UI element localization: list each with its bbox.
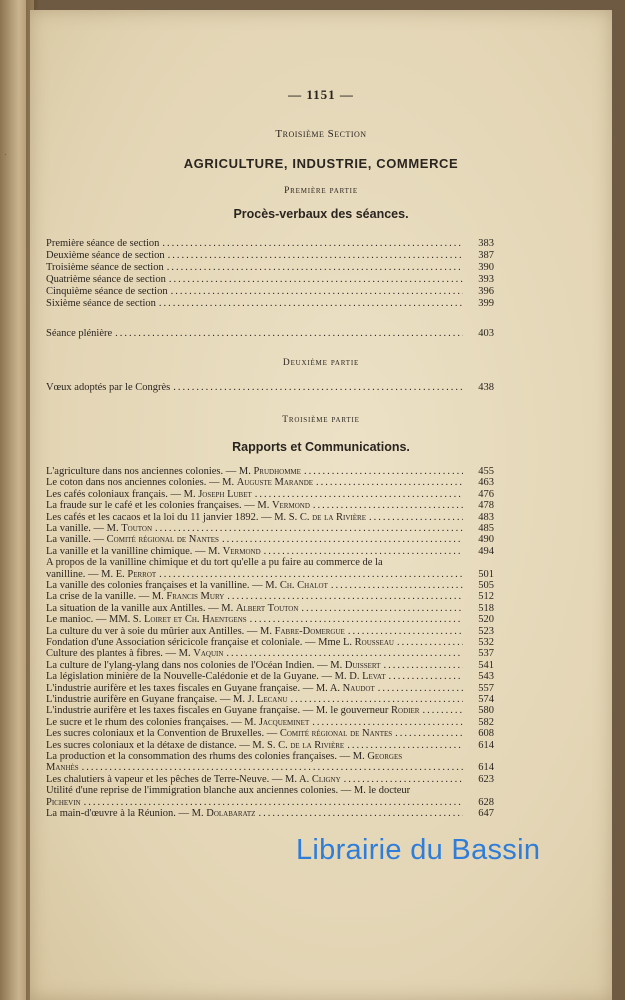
- toc-entry-author: Manhès: [46, 762, 79, 774]
- toc-entry-page: 455: [478, 466, 494, 477]
- toc-entry: [46, 591, 494, 603]
- toc-entry: [46, 580, 494, 592]
- toc-entry-author: Prudhomme: [253, 466, 301, 477]
- leader-dots: [155, 523, 463, 535]
- toc-entry-author: Auguste Marande: [236, 477, 314, 489]
- toc-entry-title: L'industrie aurifère et les taxes fiscales en Guyane française. — M. le gouverneur Rodier: [46, 705, 420, 717]
- part-label: Première partie: [284, 186, 358, 196]
- toc-entry: [46, 500, 494, 512]
- toc-entry-page: 574: [478, 694, 494, 705]
- toc-entry-title: Séance plénière: [46, 328, 113, 339]
- toc-entry-title: La fraude sur le café et les colonies françaises. — M. Vermond: [46, 500, 310, 512]
- leader-dots: [169, 274, 463, 286]
- toc-entry-page: 557: [478, 682, 494, 694]
- toc-entry: [46, 328, 494, 340]
- part-label: Troisième partie: [282, 415, 360, 425]
- toc-entry-title: La vanille. — Comité régional de Nantes: [46, 534, 219, 546]
- toc-entry: [46, 382, 494, 394]
- toc-entry-page: 614: [478, 762, 494, 774]
- toc-entry-title: Les cafés coloniaux français. — M. Joseph Lubet: [46, 488, 252, 500]
- leader-dots: [422, 705, 463, 717]
- page-number: — 1151 —: [288, 87, 354, 102]
- leader-dots: [348, 626, 463, 638]
- toc-entry: [46, 523, 494, 535]
- toc-entry-author: Vermond: [222, 545, 261, 557]
- toc-entry-author: Pichevin: [46, 796, 81, 808]
- toc-entry-title: Troisième séance de section: [46, 262, 164, 273]
- toc-entry: [46, 671, 494, 683]
- section-title: AGRICULTURE, INDUSTRIE, COMMERCE: [183, 156, 459, 171]
- toc-entry-author: Perrot: [127, 568, 157, 580]
- leader-dots: [168, 250, 463, 262]
- toc-entry-title: [46, 797, 81, 809]
- toc-entry: [46, 286, 494, 298]
- toc-entry: [46, 262, 494, 274]
- toc-entry-author: Levat: [362, 671, 386, 683]
- toc-entry-page: 393: [478, 274, 494, 285]
- leader-dots: [397, 637, 463, 649]
- leader-dots: [383, 660, 463, 672]
- toc-entry-page: 543: [478, 671, 494, 683]
- toc-entry-page: 523: [478, 625, 494, 637]
- toc-entry-author: Georges: [367, 751, 403, 762]
- leader-dots: [173, 382, 463, 394]
- part-subtitle: Rapports et Communications.: [232, 440, 410, 454]
- leader-dots: [171, 286, 463, 298]
- leader-dots: [290, 694, 463, 706]
- toc-entry: [46, 250, 494, 262]
- toc-entry-title: La production et la consommation des rhums des colonies françaises. — M. Georges: [46, 751, 403, 762]
- toc-entry-author: de la Rivière: [290, 739, 345, 751]
- toc-entry-page: 403: [478, 328, 494, 339]
- toc-entry-page: 396: [478, 286, 494, 297]
- leader-dots: [388, 671, 463, 683]
- toc-entry-title: Le coton dans nos anciennes colonies. — M. Auguste Marande: [46, 477, 314, 489]
- toc-entry: [46, 728, 494, 740]
- toc-entry-author: Naudot: [342, 682, 375, 694]
- leader-dots: [84, 797, 463, 809]
- toc-entry: [46, 648, 494, 660]
- toc-entry-title: Vœux adoptés par le Congrès: [46, 382, 171, 393]
- section-heading: Troisième Section: [275, 128, 367, 140]
- toc-entry: [46, 808, 494, 820]
- toc-entry-page: 505: [478, 580, 494, 591]
- toc-entry-page: 582: [478, 716, 494, 728]
- toc-entry-title: Sixième séance de section: [46, 298, 156, 309]
- toc-entry-page: 512: [478, 591, 494, 603]
- leader-dots: [331, 580, 463, 592]
- toc-entry-page: 647: [478, 808, 494, 819]
- toc-entry-title: La culture de l'ylang-ylang dans nos colonies de l'Océan Indien. — M. Duissert: [46, 659, 381, 671]
- toc-entry: [46, 546, 494, 558]
- toc-entry-author: Comité régional de Nantes: [279, 728, 393, 740]
- toc-entry-title: Culture des plantes à fibres. — M. Vaquin: [46, 648, 224, 660]
- toc-entry-title: vanilline. — M. E. Perrot: [46, 568, 157, 580]
- toc-entry-page: 614: [478, 739, 494, 751]
- toc-entry-page: 483: [478, 511, 494, 523]
- part-subtitle: Procès-verbaux des séances.: [233, 207, 409, 221]
- toc-entry: [46, 534, 494, 546]
- leader-dots: [167, 262, 463, 274]
- leader-dots: [227, 591, 463, 603]
- toc-entry-title: La situation de la vanille aux Antilles. — M. Albert Touton: [46, 602, 299, 614]
- toc-entry-page: 501: [478, 568, 494, 580]
- toc-entry-page: 387: [478, 250, 494, 261]
- toc-entry-author: Touton: [121, 523, 153, 534]
- toc-entry-page: 623: [478, 773, 494, 785]
- toc-entry-title: Première séance de section: [46, 238, 160, 249]
- leader-dots: [159, 298, 463, 310]
- toc-entry-title: La vanille. — M. Touton: [46, 523, 153, 534]
- leader-dots: [255, 489, 463, 501]
- toc-entry: [46, 694, 494, 706]
- watermark: Librairie du Bassin: [296, 834, 541, 866]
- toc-entry-title: L'industrie aurifère en Guyane française. — M. J. Lecanu: [46, 694, 288, 705]
- toc-entry: [46, 785, 476, 797]
- leader-dots: [316, 477, 463, 489]
- toc-entry-title: [46, 762, 79, 774]
- toc-entry-author: Duissert: [344, 659, 381, 671]
- toc-entry-title: La vanille des colonies françaises et la vanilline. — M. Ch. Chalot: [46, 580, 328, 591]
- toc-entry: [46, 683, 494, 695]
- toc-entry-author: Vaquin: [193, 648, 224, 660]
- toc-entry-page: 399: [478, 298, 494, 309]
- toc-entry: [46, 298, 494, 310]
- toc-entry-page: 438: [478, 382, 494, 393]
- toc-entry-title: L'agriculture dans nos anciennes colonies. — M. Prudhomme: [46, 466, 301, 477]
- toc-entry: [46, 740, 494, 752]
- toc-entry-page: 520: [478, 614, 494, 626]
- toc-entry-title: La crise de la vanille. — M. Francis Mury: [46, 591, 225, 603]
- toc-entry-page: 532: [478, 637, 494, 648]
- toc-entry-author: de la Rivière: [312, 511, 366, 523]
- toc-entry-page: 390: [478, 262, 494, 273]
- leader-dots: [369, 512, 463, 524]
- left-page-fragment: ·: [3, 149, 7, 160]
- toc-entry-author: Albert Touton: [235, 602, 299, 614]
- toc-entry-page: 476: [478, 488, 494, 500]
- toc-entry-author: Cligny: [311, 773, 341, 785]
- toc-entry-author: Vermond: [271, 500, 310, 512]
- leader-dots: [344, 774, 463, 786]
- toc-entry-title: L'industrie aurifère et les taxes fiscales en Guyane française. — M. A. Naudot: [46, 682, 375, 694]
- toc-entry-page: 494: [478, 545, 494, 557]
- leader-dots: [378, 683, 463, 695]
- toc-entry-author: Joseph Lubet: [198, 488, 252, 500]
- toc-entry: [46, 512, 494, 524]
- toc-entry-page: 537: [478, 648, 494, 660]
- toc-entry-page: 518: [478, 602, 494, 614]
- toc-entry-author: Rodier: [391, 705, 420, 717]
- toc-entry: [46, 489, 494, 501]
- toc-entry-title: Fondation d'une Association séricicole française et coloniale. — Mme L. Rousseau: [46, 637, 394, 648]
- leader-dots: [162, 238, 463, 250]
- toc-entry-title: La culture du ver à soie du mûrier aux Antilles. — M. Fabre-Domergue: [46, 625, 345, 637]
- leader-dots: [115, 328, 463, 340]
- toc-entry-author: Francis Mury: [166, 591, 225, 603]
- leader-dots: [159, 569, 463, 581]
- toc-entry-page: 478: [478, 500, 494, 512]
- part-label: Deuxième partie: [282, 358, 360, 368]
- toc-entry-page: 485: [478, 523, 494, 534]
- toc-entry-page: 541: [478, 659, 494, 671]
- toc-entry: [46, 637, 494, 649]
- toc-entry-title: Les chalutiers à vapeur et les pêches de Terre-Neuve. — M. A. Cligny: [46, 773, 341, 785]
- leader-dots: [82, 762, 463, 774]
- toc-entry-title: Le sucre et le rhum des colonies françaises. — M. Jacqueminet: [46, 716, 310, 728]
- toc-entry: [46, 557, 476, 569]
- toc-entry-title: Quatrième séance de section: [46, 274, 166, 285]
- leader-dots: [258, 808, 463, 820]
- toc-entry-author: Fabre-Domergue: [274, 625, 345, 637]
- leader-dots: [222, 534, 463, 546]
- toc-entry: [46, 751, 476, 763]
- leader-dots: [395, 728, 463, 740]
- toc-entry-title: Les sucres coloniaux et la Convention de Bruxelles. — Comité régional de Nantes: [46, 728, 393, 740]
- toc-entry: [46, 466, 494, 478]
- toc-entry: [46, 774, 494, 786]
- toc-entry-page: 628: [478, 796, 494, 808]
- toc-entry-author: Jacqueminet: [258, 716, 310, 728]
- toc-entry-continuation: [46, 569, 494, 581]
- toc-entry-continuation: [46, 762, 494, 774]
- toc-entry-title: Le manioc. — MM. S. Loiret et Ch. Haentgens: [46, 614, 247, 626]
- toc-entry-author: Ch. Chalot: [279, 580, 328, 591]
- leader-dots: [313, 500, 463, 512]
- toc-entry-title: Deuxième séance de section: [46, 250, 165, 261]
- toc-entry: [46, 603, 494, 615]
- toc-entry: [46, 705, 494, 717]
- leader-dots: [347, 740, 463, 752]
- toc-entry-author: Loiret et Ch. Haentgens: [144, 614, 247, 626]
- toc-entry-title: Les cafés et les cacaos et la loi du 11 janvier 1892. — M. S. C. de la Rivière: [46, 511, 366, 523]
- toc-entry-title: La main-d'œuvre à la Réunion. — M. Dolabaratz: [46, 808, 256, 819]
- toc-entry-title: Les sucres coloniaux et la détaxe de distance. — M. S. C. de la Rivière: [46, 739, 345, 751]
- toc-entry: [46, 717, 494, 729]
- toc-entry-page: 490: [478, 534, 494, 546]
- toc-entry: [46, 477, 494, 489]
- toc-entry-title: A propos de la vanilline chimique et du tort qu'elle a pu faire au commerce de la: [46, 557, 383, 569]
- toc-entry-page: 463: [478, 477, 494, 489]
- toc-entry: [46, 626, 494, 638]
- leader-dots: [312, 717, 463, 729]
- toc-entry-author: Dolabaratz: [206, 808, 256, 819]
- toc-entry-author: Rousseau: [354, 637, 394, 648]
- toc-entry-title: Utilité d'une reprise de l'immigration blanche aux anciennes colonies. — M. le docteur: [46, 785, 411, 797]
- toc-entry-title: Cinquième séance de section: [46, 286, 168, 297]
- toc-entry-author: Comité régional de Nantes: [106, 534, 219, 546]
- leader-dots: [264, 546, 463, 558]
- leader-dots: [304, 466, 463, 478]
- toc-entry-page: 383: [478, 238, 494, 249]
- leader-dots: [226, 648, 463, 660]
- toc-entry-continuation: [46, 797, 494, 809]
- toc-entry: [46, 660, 494, 672]
- toc-entry-page: 608: [478, 728, 494, 740]
- toc-entry: [46, 614, 494, 626]
- leader-dots: [250, 614, 463, 626]
- toc-entry-title: La vanille et la vanilline chimique. — M. Vermond: [46, 545, 261, 557]
- toc-entry: [46, 274, 494, 286]
- leader-dots: [301, 603, 463, 615]
- toc-entry-page: 580: [478, 705, 494, 717]
- toc-entry-author: Lecanu: [256, 694, 288, 705]
- toc-entry-title: La législation minière de la Nouvelle-Calédonie et de la Guyane. — M. D. Levat: [46, 671, 386, 683]
- toc-entry: [46, 238, 494, 250]
